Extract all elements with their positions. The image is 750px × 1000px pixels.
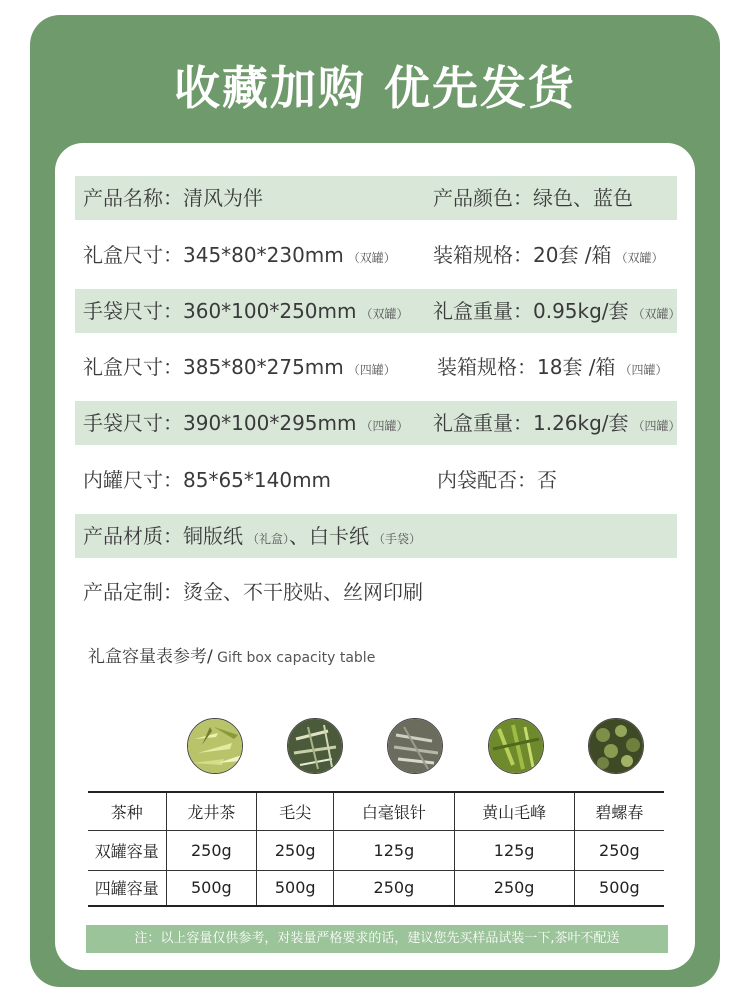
table-cell: 250g <box>454 870 574 906</box>
table-cell: 250g <box>166 830 257 870</box>
biluochun-tea-image <box>588 718 644 774</box>
spec-row-box-size-double <box>75 233 677 277</box>
huangshan-maofeng-tea-image <box>488 718 544 774</box>
page-headline: 收藏加购 优先发货 <box>173 61 576 115</box>
table-header-cell: 龙井茶 <box>166 792 257 830</box>
spec-carton-double: 装箱规格：20套 /箱 （双罐） <box>433 243 664 267</box>
spec-customization: 产品定制：烫金、不干胶贴、丝网印刷 <box>83 580 423 604</box>
baihao-yinzhen-tea-image <box>387 718 443 774</box>
table-header-cell: 白毫银针 <box>334 792 454 830</box>
table-cell: 125g <box>334 830 454 870</box>
table-header-cell: 碧螺春 <box>574 792 664 830</box>
table-cell: 500g <box>574 870 664 906</box>
spec-inner-bag: 内袋配否：否 <box>437 468 557 492</box>
spec-box-size-double: 礼盒尺寸：345*80*230mm （双罐） <box>83 243 396 267</box>
spec-row-box-size-quad <box>75 345 677 389</box>
table-header-row <box>88 792 664 830</box>
longjing-tea-image <box>187 718 243 774</box>
spec-inner-can-size: 内罐尺寸：85*65*140mm <box>83 468 332 492</box>
table-cell: 双罐容量 <box>88 830 166 870</box>
table-cell: 250g <box>334 870 454 906</box>
table-cell: 四罐容量 <box>88 870 166 906</box>
table-cell: 125g <box>454 830 574 870</box>
table-header-cell: 茶种 <box>88 792 166 830</box>
spec-row-inner-can <box>75 458 677 502</box>
maojian-tea-image <box>287 718 343 774</box>
capacity-table-title: 礼盒容量表参考/ Gift box capacity table <box>88 647 376 667</box>
table-row <box>88 830 664 870</box>
spec-box-weight-quad: 礼盒重量：1.26kg/套 （四罐） <box>433 411 681 435</box>
spec-row-bag-size-quad <box>75 401 681 445</box>
spec-row-bag-size-double <box>75 289 681 333</box>
spec-box-size-quad: 礼盒尺寸：385*80*275mm （四罐） <box>83 355 396 379</box>
table-cell: 250g <box>574 830 664 870</box>
capacity-table <box>88 791 664 907</box>
spec-product-color: 产品颜色：绿色、蓝色 <box>433 186 633 210</box>
spec-box-weight-double: 礼盒重量：0.95kg/套 （双罐） <box>433 299 681 323</box>
spec-row-custom <box>75 570 677 614</box>
spec-row-name-color <box>75 176 677 220</box>
spec-bag-size-quad: 手袋尺寸：390*100*295mm （四罐） <box>83 411 409 435</box>
table-cell: 500g <box>166 870 257 906</box>
table-cell: 250g <box>257 830 334 870</box>
spec-row-material <box>75 514 677 558</box>
spec-bag-size-double: 手袋尺寸：360*100*250mm （双罐） <box>83 299 409 323</box>
table-row <box>88 870 664 906</box>
table-cell: 500g <box>257 870 334 906</box>
table-header-cell: 黄山毛峰 <box>454 792 574 830</box>
footnote-banner: 注：以上容量仅供参考，对装量严格要求的话，建议您先买样品试装一下,茶叶不配送 <box>86 925 668 953</box>
spec-product-name: 产品名称：清风为伴 <box>83 186 263 210</box>
spec-carton-quad: 装箱规格：18套 /箱 （四罐） <box>437 355 668 379</box>
table-header-cell: 毛尖 <box>257 792 334 830</box>
spec-material: 产品材质：铜版纸 （礼盒）、白卡纸 （手袋） <box>83 524 422 548</box>
